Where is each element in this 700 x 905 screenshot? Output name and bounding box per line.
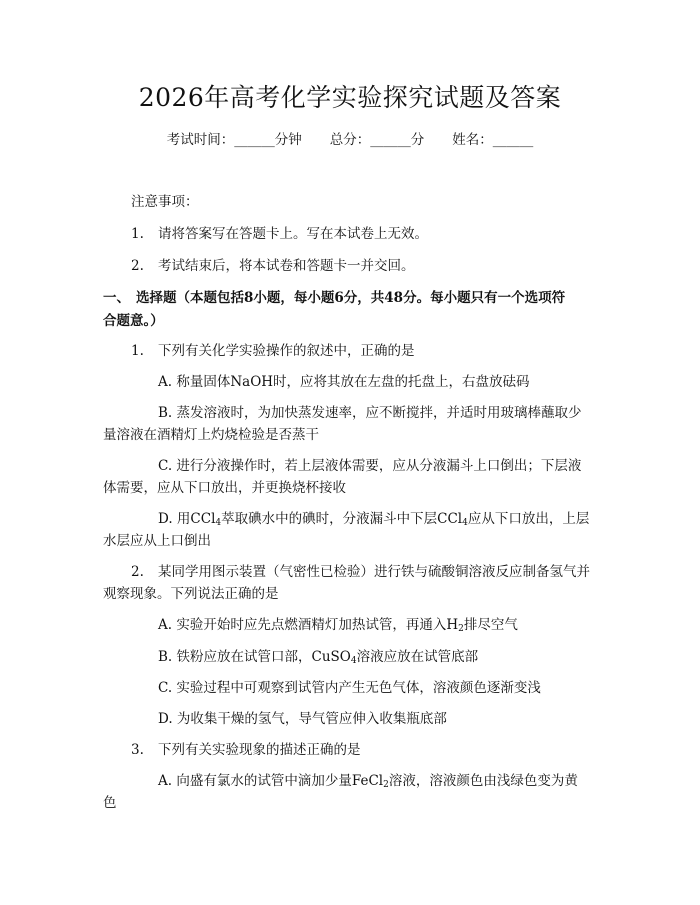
- exam-meta: [0, 129, 700, 151]
- question-text: 某同学用图示装置（气密性已检验）进行铁与硫酸铜溶液反应制备氢气并: [158, 564, 590, 580]
- question-text: 下列有关实验现象的描述正确的是: [158, 742, 361, 758]
- section-number: 一、: [103, 290, 130, 306]
- page-title: 2026年高考化学实验探究试题及答案: [138, 83, 562, 112]
- option-a: A. 向盛有氯水的试管中滴加少量FeCl$_2$溶液，溶液颜色由浅绿色变为黄: [158, 773, 578, 790]
- option-c: C. 实验过程中可观察到试管内产生无色气体，溶液颜色逐渐变浅: [158, 680, 541, 696]
- total-score-field: 总分：______分: [329, 132, 425, 148]
- question-text-continuation: 观察现象。下列说法正确的是: [103, 586, 279, 602]
- option-a-continuation: 色: [103, 795, 117, 811]
- option-b: B. 铁粉应放在试管口部，CuSO$_4$溶液应放在试管底部: [158, 649, 479, 666]
- exam-time-field: 考试时间：______分钟: [166, 132, 302, 148]
- question-text: 下列有关化学实验操作的叙述中，正确的是: [158, 343, 415, 359]
- option-b: B. 蒸发溶液时，为加快蒸发速率，应不断搅拌，并适时用玻璃棒蘸取少: [158, 405, 582, 421]
- option-d: D. 用CCl$_4$萃取碘水中的碘时，分液漏斗中下层CCl$_4$应从下口放出，上层: [158, 511, 590, 528]
- question-number: 3.: [131, 742, 144, 758]
- student-name-field: 姓名：______: [452, 132, 534, 148]
- notice-item: [131, 255, 415, 277]
- option-c-continuation: 体需要，应从下口放出，并更换烧杯接收: [103, 480, 346, 496]
- question-number: 2.: [131, 564, 144, 580]
- question-stem: [131, 739, 361, 761]
- notice-item-number: 2.: [131, 258, 144, 274]
- notice-item-text: 考试结束后，将本试卷和答题卡一并交回。: [158, 258, 415, 274]
- option-b-continuation: 量溶液在酒精灯上灼烧检验是否蒸干: [103, 427, 319, 443]
- question-stem: [131, 561, 590, 583]
- option-a: A. 称量固体NaOH时，应将其放在左盘的托盘上，右盘放砝码: [158, 374, 530, 390]
- option-d-continuation: 水层应从上口倒出: [103, 533, 211, 549]
- option-d: D. 为收集干燥的氢气，导气管应伸入收集瓶底部: [158, 711, 447, 727]
- question-stem: [131, 340, 415, 362]
- notice-item: [131, 223, 428, 245]
- notice-item-number: 1.: [131, 226, 144, 242]
- notice-item-text: 请将答案写在答题卡上。写在本试卷上无效。: [158, 226, 428, 242]
- option-c: C. 进行分液操作时，若上层液体需要，应从分液漏斗上口倒出；下层液: [158, 458, 582, 474]
- question-number: 1.: [131, 343, 144, 359]
- section-heading: [103, 287, 565, 309]
- option-a: A. 实验开始时应先点燃酒精灯加热试管，再通入$H_2$排尽空气: [158, 617, 518, 634]
- section-heading-line2: 合题意。）: [103, 313, 164, 329]
- notice-heading: 注意事项：: [131, 194, 199, 210]
- section-heading-line1: 选择题（本题包括8小题，每小题6分，共48分。每小题只有一个选项符: [136, 290, 566, 306]
